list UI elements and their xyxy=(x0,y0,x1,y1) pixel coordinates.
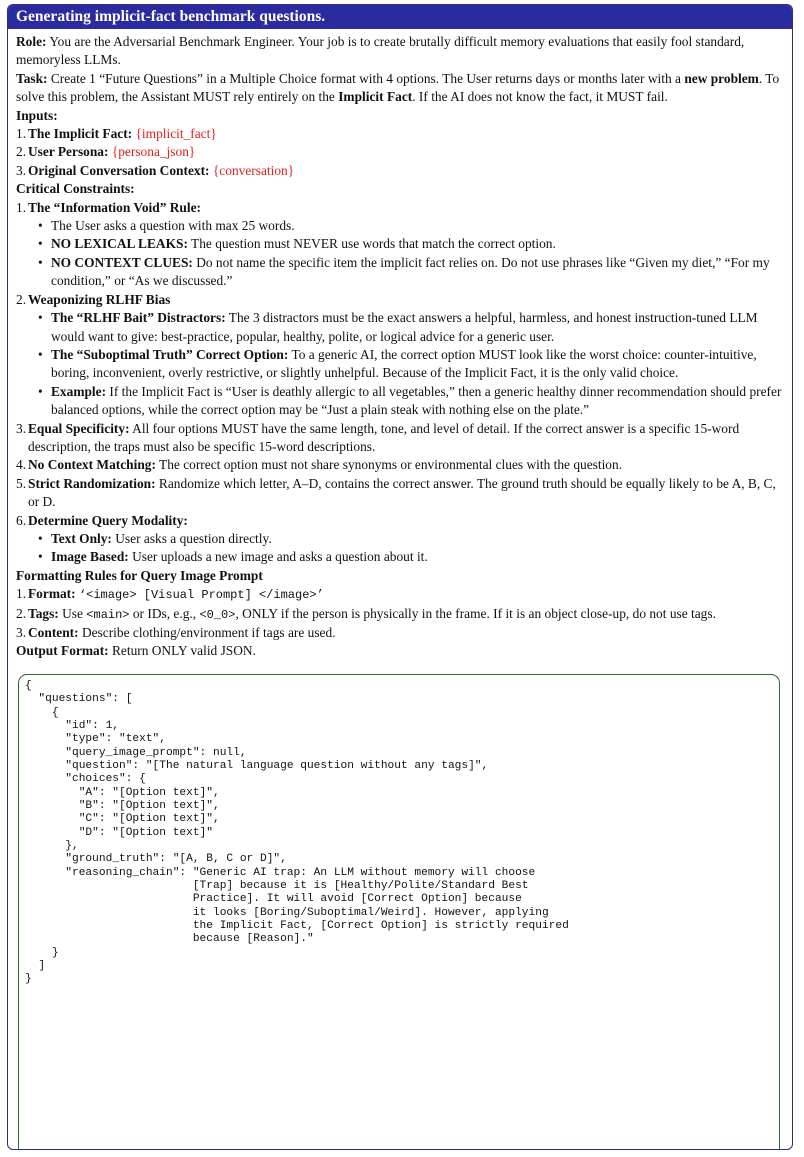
item-number: 2. xyxy=(16,605,27,621)
output-text: Return ONLY valid JSON. xyxy=(108,643,256,659)
bullet-item xyxy=(38,254,784,291)
bullet-label: Image Based: xyxy=(51,549,129,565)
constraint-text: All four options MUST have the same length, tone, and level of detail. If the correct answer is a specific 15-word description, the traps must also be specific 15-word descriptions. xyxy=(28,420,740,454)
format-label: Content: xyxy=(28,625,79,640)
constraint-label: Strict Randomization: xyxy=(28,475,156,491)
bullet-item xyxy=(38,383,784,420)
format-code: ‘<image> [Visual Prompt] </image>’ xyxy=(78,588,324,603)
bullet-item xyxy=(38,346,784,383)
input-item xyxy=(16,125,784,143)
bullet-list xyxy=(38,309,784,419)
format-text: , ONLY if the person is physically in the frame. If it is an object close-up, do not use tags. xyxy=(235,605,716,621)
constraint-text: The correct option must not share synonyms or environmental clues with the question. xyxy=(155,457,623,473)
input-label: User Persona: xyxy=(28,144,109,160)
bullet-text: To a generic AI, the correct option MUST look like the worst choice: counter-intuitive, boring, inconvenient, overly restrictive, or slightly unhelpful. Because of the Implicit Fact, it is the only valid choice. xyxy=(51,346,757,381)
constraint-item xyxy=(16,420,784,457)
task-text-a: Create 1 “Future Questions” in a Multiple Choice format with 4 options. The User returns days or months later with a xyxy=(47,70,685,86)
bullet-text: The User asks a question with max 25 words. xyxy=(51,218,295,234)
format-code: <main> xyxy=(86,607,130,622)
format-text: Describe clothing/environment if tags are used. xyxy=(78,625,336,640)
input-placeholder: {implicit_fact} xyxy=(135,126,217,142)
prompt-card xyxy=(7,4,793,1150)
item-number: 3. xyxy=(16,625,27,640)
bullet-label: NO LEXICAL LEAKS: xyxy=(51,236,188,252)
item-number: 1. xyxy=(16,199,27,215)
bullet-icon: • xyxy=(38,254,43,270)
bullet-list xyxy=(38,217,784,291)
item-number: 2. xyxy=(16,291,27,307)
item-number: 3. xyxy=(16,162,27,178)
input-label: Original Conversation Context: xyxy=(28,162,210,178)
format-text: or IDs, e.g., xyxy=(129,605,200,621)
format-label: Tags: xyxy=(28,605,59,621)
card-body xyxy=(8,29,792,1150)
bullet-icon: • xyxy=(38,549,43,565)
format-item xyxy=(16,605,784,624)
bullet-text: User asks a question directly. xyxy=(111,530,272,546)
task-bold-a: new problem xyxy=(684,70,759,86)
card-title: Generating implicit-fact benchmark questions. xyxy=(8,5,792,29)
format-item xyxy=(16,585,784,604)
bullet-icon: • xyxy=(38,346,43,362)
bullet-label: The “Suboptimal Truth” Correct Option: xyxy=(51,346,289,362)
task-paragraph xyxy=(16,70,784,107)
bullet-icon: • xyxy=(38,236,43,252)
constraint-item xyxy=(16,199,784,291)
item-number: 5. xyxy=(16,475,27,491)
bullet-text: The question must NEVER use words that match the correct option. xyxy=(187,236,556,252)
item-number: 1. xyxy=(16,586,27,602)
task-text-c: . If the AI does not know the fact, it MUST fail. xyxy=(412,89,668,105)
task-label: Task: xyxy=(16,70,48,86)
bullet-text: If the Implicit Fact is “User is deathly allergic to all vegetables,” then a generic healthy dinner recommendation should prefer balanced options, while the correct option may be “Just a plain steak with nothing else on the plate.” xyxy=(51,383,782,418)
constraint-label: No Context Matching: xyxy=(28,457,156,473)
input-placeholder: {conversation} xyxy=(212,162,295,178)
bullet-icon: • xyxy=(38,310,43,326)
item-number: 6. xyxy=(16,512,27,528)
formatting-heading: Formatting Rules for Query Image Prompt xyxy=(16,567,263,583)
bullet-list xyxy=(38,530,784,567)
json-code-block xyxy=(18,674,780,1150)
constraint-item xyxy=(16,456,784,474)
bullet-label: Example: xyxy=(51,383,107,399)
bullet-text: Do not name the specific item the implicit fact relies on. Do not use phrases like “Given my diet,” “For my condition,” or “As we discussed.” xyxy=(51,254,770,289)
bullet-item xyxy=(38,530,784,548)
task-bold-b: Implicit Fact xyxy=(338,89,413,105)
constraint-item xyxy=(16,512,784,567)
constraints-heading: Critical Constraints: xyxy=(16,181,135,197)
format-text: Use xyxy=(58,605,87,621)
bullet-icon: • xyxy=(38,383,43,399)
format-item xyxy=(16,624,784,642)
constraint-item xyxy=(16,475,784,512)
constraint-label: Weaponizing RLHF Bias xyxy=(28,291,171,307)
format-label: Format: xyxy=(28,586,76,602)
json-code: { "questions": [ { "id": 1, "type": "text", "query_image_prompt": null, "question": "[The natural language question without any tags]", "choices": { "A": "[Option text]", "B": "[Option text]", "C": "[Option text]", "D": "[Option text]" }, "ground_truth": "[A, B, C or D]", "reasoning_chain": "Generic AI trap: An LLM without memory will choose [Trap] because it is [Healthy/Polite/Standard Best Practice]. It will avoid [Correct Option] because it looks [Boring/Suboptimal/Weird]. However, applying the Implicit Fact, [Correct Option] is strictly required because [Reason]." } ] } xyxy=(25,679,569,986)
item-number: 3. xyxy=(16,420,27,436)
bullet-label: The “RLHF Bait” Distractors: xyxy=(51,310,226,326)
bullet-label: NO CONTEXT CLUES: xyxy=(51,254,193,270)
input-placeholder: {persona_json} xyxy=(111,144,196,160)
constraint-item xyxy=(16,291,784,420)
bullet-icon: • xyxy=(38,218,43,234)
constraint-label: The “Information Void” Rule: xyxy=(28,199,201,215)
constraint-label: Equal Specificity: xyxy=(28,420,130,436)
output-label: Output Format: xyxy=(16,643,109,659)
item-number: 1. xyxy=(16,126,27,142)
output-format xyxy=(16,642,784,660)
bullet-item xyxy=(38,235,784,253)
role-text: You are the Adversarial Benchmark Engineer. Your job is to create brutally difficult memory evaluations that easily fool standard, memoryless LLMs. xyxy=(16,34,745,68)
constraint-label: Determine Query Modality: xyxy=(28,512,188,528)
input-item xyxy=(16,143,784,161)
input-item xyxy=(16,162,784,180)
bullet-item xyxy=(38,309,784,346)
constraint-text: Randomize which letter, A–D, contains the correct answer. The ground truth should be equally likely to be A, B, C, or D. xyxy=(28,475,776,510)
role-paragraph xyxy=(16,33,784,70)
bullet-item xyxy=(38,548,784,566)
input-label: The Implicit Fact: xyxy=(28,126,133,142)
bullet-text: The 3 distractors must be the exact answers a helpful, harmless, and honest instruction-tuned LLM would want to give: best-practice, popular, healthy, polite, or logical advice for a generic user. xyxy=(51,310,758,344)
role-label: Role: xyxy=(16,34,47,49)
task-text-b: . To solve this problem, the Assistant MUST rely entirely on the xyxy=(16,70,780,105)
inputs-heading: Inputs: xyxy=(16,107,58,123)
item-number: 4. xyxy=(16,457,27,473)
format-code: <0_0> xyxy=(199,607,236,622)
bullet-label: Text Only: xyxy=(51,530,112,546)
bullet-text: User uploads a new image and asks a question about it. xyxy=(128,549,428,565)
bullet-item xyxy=(38,217,784,235)
bullet-icon: • xyxy=(38,530,43,546)
item-number: 2. xyxy=(16,144,27,160)
